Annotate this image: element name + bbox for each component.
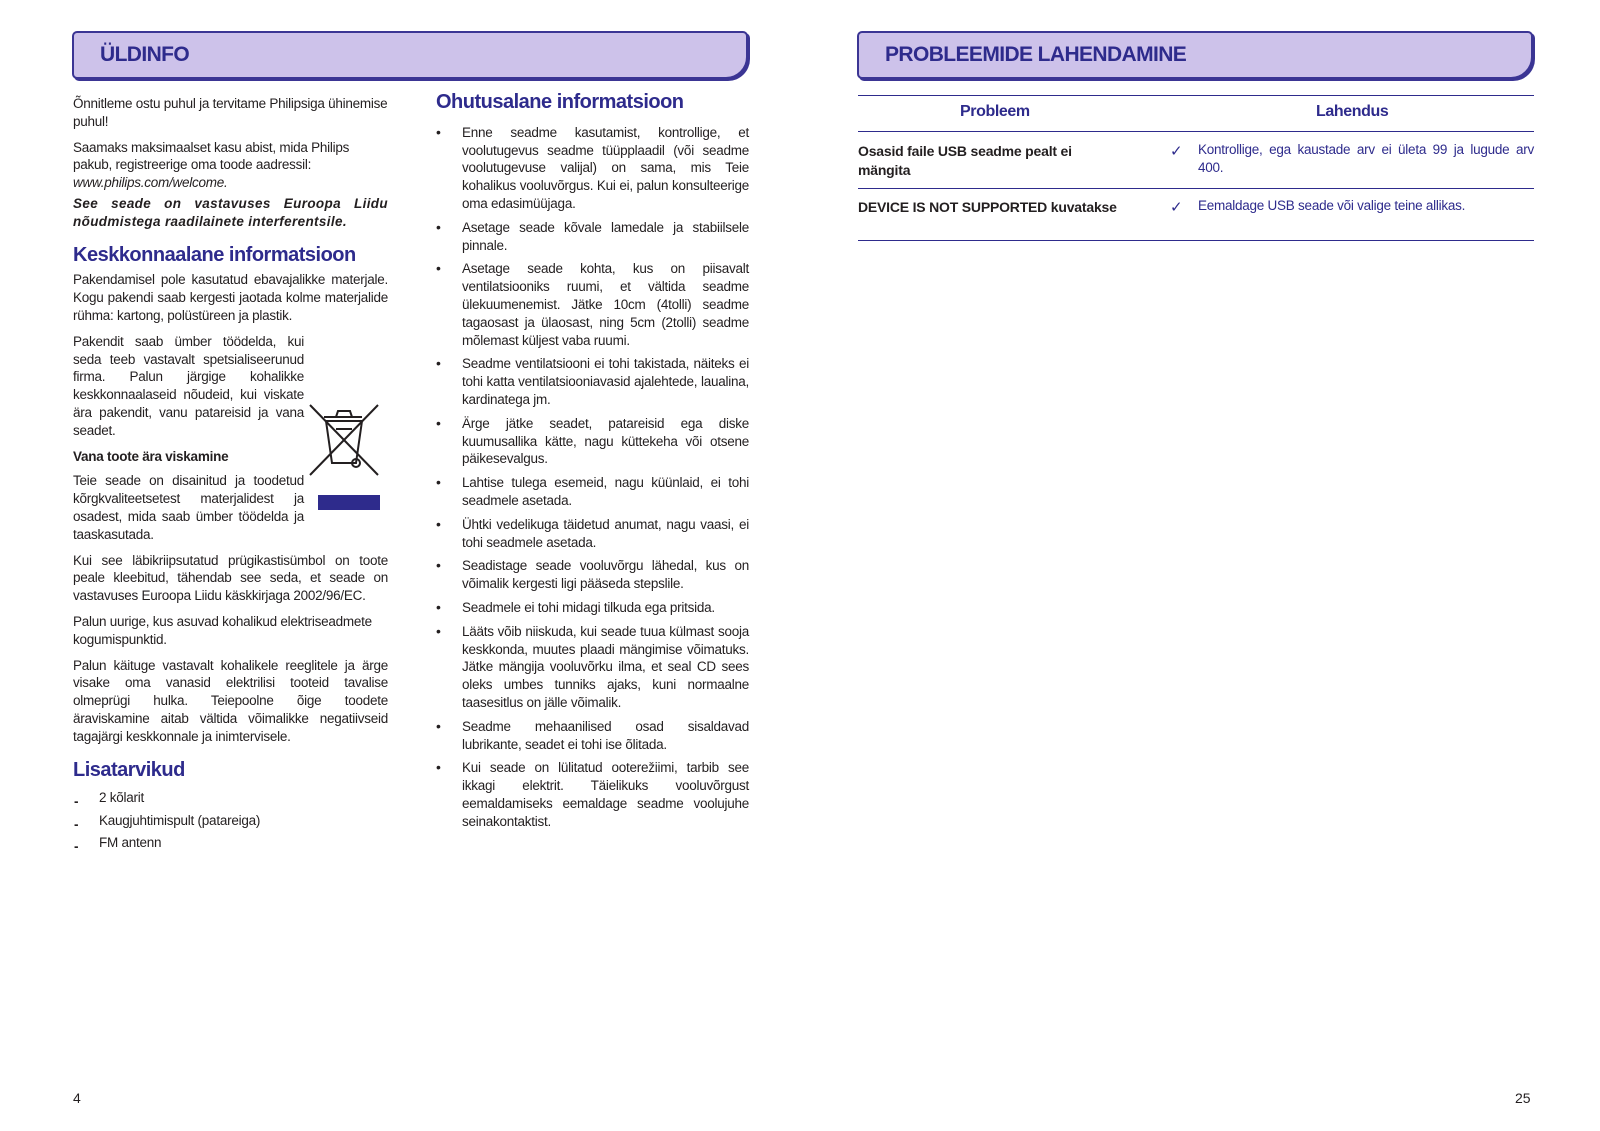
- solution-cell: Eemaldage USB seade või valige teine allikas.: [1198, 198, 1466, 213]
- list-item: • Lääts võib niiskuda, kui seade tuua külmast sooja keskkonda, muutes plaadi mängimise võimatuks. Jätke mängija vooluvõrku ilma, et seal CD sees oleks umbes tunniks ajaks, kuni normaalne taasesitlus on jälle võimalik.: [436, 623, 749, 712]
- disposal-paragraph: Palun käituge vastavalt kohalikele reeglitele ja ärge visake oma vanasid elektrilisi tooteid tavalise olmeprügi hulka. Teiepoolne õige toodete äraviskamine aitab vältida võimalikke negatiivseid tagajärgi keskkonnale ja inimtervisele.: [73, 657, 388, 744]
- eu-notice: See seade on vastavuses Euroopa Liidu nõudmistega raadilainete interferentsile.: [73, 195, 388, 229]
- intro-paragraph: Õnnitleme ostu puhul ja tervitame Philipsiga ühinemise puhul!: [73, 96, 388, 129]
- disposal-paragraph: Palun uurige, kus asuvad kohalikud elektriseadmete kogumispunktid.: [73, 613, 372, 647]
- disposal-paragraph: Teie seade on disainitud ja toodetud kõrgkvaliteetsetest materjalidest ja osadest, mida saab ümber töödelda ja taaskasutada.: [73, 473, 304, 542]
- check-icon: ✓: [1170, 199, 1183, 216]
- crossed-bin-icon: [306, 401, 382, 513]
- accessories-list: [73, 789, 388, 855]
- table-row: [858, 189, 1534, 241]
- intro-paragraph: Saamaks maksimaalset kasu abist, mida Philips pakub, registreerige oma toode aadressil:: [73, 139, 350, 173]
- troubleshooting-title: PROBLEEMIDE LAHENDAMINE: [885, 43, 1187, 66]
- list-item: • Seadistage seade vooluvõrgu lähedal, kus on võimalik kergesti ligi pääseda stepslile.: [436, 557, 749, 593]
- disposal-title: Vana toote ära viskamine: [73, 448, 229, 464]
- accessories-title: Lisatarvikud: [73, 758, 185, 781]
- solution-cell: Kontrollige, ega kaustade arv ei ületa 99 ja lugude arv 400.: [1198, 142, 1534, 175]
- list-item: - FM antenn: [74, 835, 162, 855]
- list-item: • Seadmele ei tohi midagi tilkuda ega pritsida.: [436, 599, 749, 617]
- problem-cell: DEVICE IS NOT SUPPORTED kuvatakse: [858, 199, 1117, 215]
- table-row: [858, 132, 1534, 189]
- list-item: - 2 kõlarit: [74, 790, 145, 810]
- troubleshooting-header: [857, 31, 1533, 79]
- check-icon: ✓: [1170, 143, 1183, 160]
- safety-title: Ohutusalane informatsioon: [436, 91, 684, 113]
- problem-column-header: Probleem: [960, 103, 1030, 120]
- list-item: - Kaugjuhtimispult (patareiga): [74, 812, 261, 832]
- safety-list: [436, 124, 749, 831]
- page-number-left: 4: [73, 1090, 81, 1106]
- list-item: • Ärge jätke seadet, patareisid ega diske kuumusallika kätte, nagu küttekeha või otsene päikesevalgus.: [436, 415, 749, 468]
- list-item: • Ühtki vedelikuga täidetud anumat, nagu vaasi, ei tohi seadmele asetada.: [436, 516, 749, 552]
- list-item: • Seadme ventilatsiooni ei tohi takistada, näiteks ei tohi katta ventilatsiooniavasid ajalehtede, laualina, kardinatega jm.: [436, 355, 749, 408]
- table-header: [858, 96, 1534, 132]
- list-item: • Kui seade on lülitatud ooterežiimi, tarbib see ikkagi elektrit. Täielikuks vooluvõrgust eemaldamiseks eemaldage seadme voolujuhe seinakontaktist.: [436, 759, 749, 830]
- problem-cell: Osasid faile USB seadme pealt ei mängita: [858, 143, 1072, 178]
- registration-url: www.philips.com/welcome.: [73, 175, 228, 191]
- general-info-title: ÜLDINFO: [100, 43, 190, 66]
- troubleshooting-table: [858, 95, 1534, 241]
- environment-paragraph: Pakendit saab ümber töödelda, kui seda teeb vastavalt spetsialiseerunud firma. Palun järgige kohalikke keskkonnaalaseid nõudeid, kui viskate ära pakendit, vanu patareisid ja vana seadet.: [73, 333, 304, 438]
- list-item: • Seadme mehaanilised osad sisaldavad lubrikante, seadet ei tohi ise õlitada.: [436, 718, 749, 754]
- page-number-right: 25: [1515, 1090, 1531, 1106]
- list-item: • Asetage seade kohta, kus on piisavalt ventilatsiooniks ruumi, et vältida seadme ülekuumenemist. Jätke 10cm (4tolli) seadme tagaosast ja ülaosast, ning 5cm (2tolli) seadme mõlemast küljest vaba ruumi.: [436, 260, 749, 349]
- general-info-header: [72, 31, 748, 79]
- list-item: • Lahtise tulega esemeid, nagu küünlaid, ei tohi seadmele asetada.: [436, 474, 749, 510]
- environment-paragraph: Pakendamisel pole kasutatud ebavajalikke materjale. Kogu pakendi saab kergesti jaotada kolme materjalide rühma: kartong, polüstüreen ja plastik.: [73, 272, 388, 323]
- list-item: • Asetage seade kõvale lamedale ja stabiilsele pinnale.: [436, 219, 749, 255]
- disposal-paragraph: Kui see läbikriipsutatud prügikastisümbol on toote peale kleebitud, tähendab see seda, et seade on vastavuses Euroopa Liidu käskkirjaga 2002/96/EC.: [73, 552, 388, 604]
- safety-column: [436, 91, 749, 836]
- environment-title: Keskkonnaalane informatsioon: [73, 243, 356, 266]
- list-item: • Enne seadme kasutamist, kontrollige, et voolutugevus seadme tüüpplaadil (või seadme voolutugevuse valijal) on sama, mis Teie kohalikus vooluvõrgus. Kui ei, palun konsulteerige oma edasimüüjaga.: [436, 124, 749, 213]
- solution-column-header: Lahendus: [1316, 103, 1389, 120]
